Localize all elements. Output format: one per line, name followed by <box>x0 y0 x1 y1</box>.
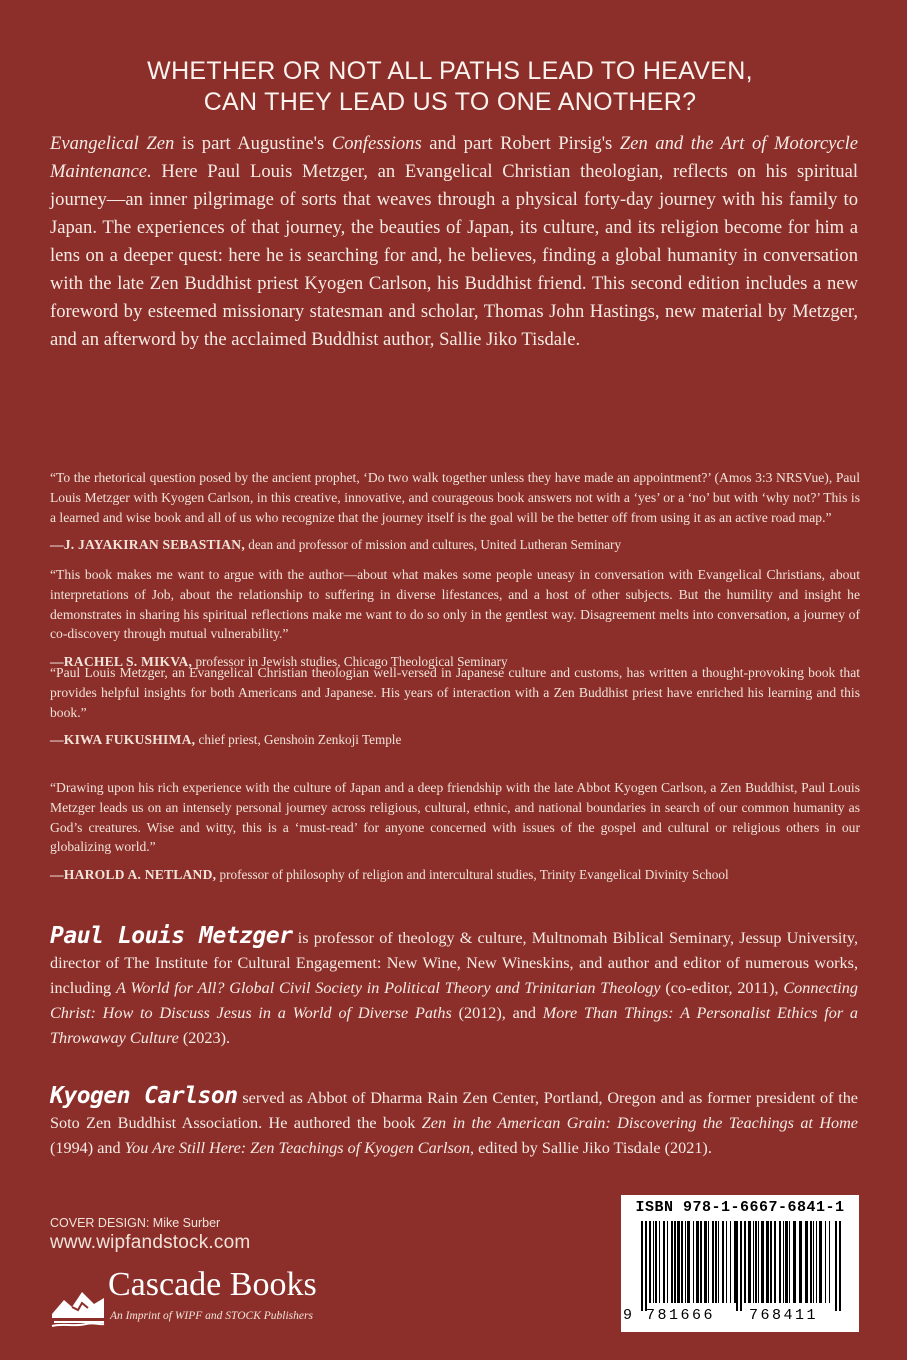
barcode-bar <box>755 1221 757 1303</box>
barcode-bar <box>693 1221 694 1303</box>
endorsement-quote: “To the rhetorical question posed by the ancient prophet, ‘Do two walk together unless they have made an appointment?’ (Amos 3:3 NRSVue), Paul Louis Metzger with Kyogen Carlson, in this creative, innovative, and courageous book answers not with a ‘yes’ or a ‘no’ but with ‘why not?’ This is a learned and wise book and all of us who recognize that the journey itself is the goal will be the better off from using it as an active road map.” <box>50 470 860 525</box>
barcode-bar <box>761 1221 764 1303</box>
barcode-bar <box>740 1221 742 1311</box>
barcode-bar <box>712 1221 714 1303</box>
barcode-bar <box>783 1221 784 1303</box>
endorser-title: professor of philosophy of religion and intercultural studies, Trinity Evangelical Divinity School <box>216 867 729 883</box>
bio-text: served as Abbot of Dharma Rain Zen Center, Portland, Oregon and as former president of the Soto Zen Buddhist Association. He authored the book <box>50 1089 858 1132</box>
barcode-bar <box>730 1221 731 1303</box>
work-title: Connecting Christ: How to Discuss Jesus in a World of Diverse Paths <box>50 979 858 1022</box>
author-name-metzger: Paul Louis Metzger <box>50 923 293 949</box>
barcode-bar <box>700 1221 702 1303</box>
work-title: A World for All? Global Civil Society in Political Theory and Trinitarian Theology <box>115 979 661 997</box>
barcode-bar <box>766 1221 769 1303</box>
publisher-website: www.wipfandstock.com <box>50 1232 251 1253</box>
endorser-name: —HAROLD A. NETLAND, <box>50 867 217 883</box>
endorser-name: —RACHEL S. MIKVA, <box>50 654 193 670</box>
barcode-bar <box>805 1221 808 1303</box>
barcode-bar <box>645 1221 647 1311</box>
barcode-bar <box>779 1221 781 1303</box>
bio-text: , edited by Sallie Jiko Tisdale (2021). <box>469 1139 712 1157</box>
barcode-bar <box>810 1221 812 1303</box>
barcode-bar <box>649 1221 651 1303</box>
headline <box>50 56 850 118</box>
barcode-bar <box>677 1221 680 1303</box>
barcode-bar <box>793 1221 796 1303</box>
barcode-bar <box>704 1221 707 1303</box>
endorsement-attribution <box>50 536 860 554</box>
publisher-name: Cascade Books <box>108 1266 317 1303</box>
barcode-bar <box>799 1221 802 1303</box>
barcode-bar <box>825 1221 826 1303</box>
work-title: More Than Things: A Personalist Ethics for a Throwaway Culture <box>50 1004 859 1047</box>
barcode-bar <box>770 1221 772 1303</box>
endorsement-attribution <box>50 866 860 884</box>
barcode-bar <box>736 1221 738 1311</box>
book-title: Evangelical Zen <box>50 133 175 154</box>
mountain-logo-icon <box>50 1270 106 1328</box>
author-name-carlson: Kyogen Carlson <box>50 1083 238 1109</box>
confessions-title: Confessions <box>331 133 422 154</box>
endorsement-2 <box>50 565 860 671</box>
author-bio-carlson <box>50 1084 858 1161</box>
barcode-bar <box>659 1221 660 1303</box>
blurb-text: is part Augustine's <box>174 133 332 154</box>
barcode-bar <box>816 1221 817 1303</box>
endorsement-quote: “Paul Louis Metzger, an Evangelical Christian theologian well-versed in Japanese culture and customs, has written a thought-provoking book that provides helpful insights for both Americans and Japanese. His years of interaction with a Zen Buddhist priest have enriched his learning and this book.” <box>50 665 860 720</box>
endorsement-quote: “This book makes me want to argue with the author—about what makes some people uneasy in conversation with Evangelical Christians, about interpretations of Job, about the relationship to suffering in diverse lifestances, and a host of other subjects. But the humility and insight he demonstrates in sharing his spiritual reflections make me want to do so only in the gentlest way. Disagreement melts into conversation, a journey of co-discovery through mutual vulnerability.” <box>50 567 860 642</box>
barcode-bar <box>722 1221 724 1303</box>
barcode-bar <box>641 1221 643 1311</box>
isbn-barcode <box>621 1195 859 1332</box>
barcode-left-digits: 781666 <box>646 1307 716 1324</box>
blurb-text: and part Robert Pirsig's <box>421 133 620 154</box>
barcode-bar <box>726 1221 727 1303</box>
barcode-bar <box>753 1221 754 1303</box>
headline-line-2: CAN THEY LEAD US TO ONE ANOTHER? <box>203 88 697 116</box>
barcode-bar <box>671 1221 673 1303</box>
cover-design-credit: COVER DESIGN: Mike Surber <box>50 1216 221 1230</box>
author-bio-metzger <box>50 924 858 1051</box>
barcode-bar <box>829 1221 830 1303</box>
barcode-bar <box>758 1221 759 1303</box>
barcode-bar <box>715 1221 717 1303</box>
endorsement-attribution <box>50 731 860 749</box>
credits <box>50 1216 250 1254</box>
barcode-bar <box>835 1221 837 1311</box>
work-title: You Are Still Here: Zen Teachings of Kyogen Carlson <box>124 1139 470 1157</box>
barcode-bar <box>839 1221 841 1311</box>
endorser-name: —J. JAYAKIRAN SEBASTIAN, <box>50 537 245 553</box>
bio-text: (co-editor, 2011), <box>660 979 784 997</box>
barcode-bar <box>687 1221 690 1303</box>
barcode-bar <box>708 1221 709 1303</box>
barcode-bar <box>819 1221 822 1303</box>
endorsement-quote: “Drawing upon his rich experience with the culture of Japan and a deep friendship with the late Abbot Kyogen Carlson, a Zen Buddhist, Paul Louis Metzger leads us on an intensely personal journey across religious, cultural, ethnic, and national boundaries in search of our common humanity as God’s creatures. Wise and witty, this is a ‘must-read’ for anyone concerned with issues of the gospel and cultural or religious others in our globalizing world.” <box>50 780 860 855</box>
barcode-bar <box>774 1221 776 1303</box>
barcode-bar <box>663 1221 665 1303</box>
endorsement-4 <box>50 778 860 884</box>
endorser-title: chief priest, Genshoin Zenkoji Temple <box>195 732 402 748</box>
barcode-bar <box>696 1221 699 1303</box>
bio-text: (1994) and <box>50 1139 125 1157</box>
bio-text: is professor of theology & culture, Multnomah Biblical Seminary, Jessup University, director of The Institute for Cultural Engagement: New Wine, New Wineskins, and author and editor of numerous works, including <box>50 929 858 997</box>
book-description <box>50 130 858 354</box>
barcode-bar <box>734 1221 736 1303</box>
barcode-bar <box>655 1221 657 1303</box>
barcode-bar <box>667 1221 668 1303</box>
publisher-logo <box>50 1266 380 1330</box>
bio-text: (2012), and <box>451 1004 543 1022</box>
endorser-title: dean and professor of mission and cultures, United Lutheran Seminary <box>244 537 622 553</box>
blurb-text: Here Paul Louis Metzger, an Evangelical Christian theologian, reflects on his spiritual journey—an inner pilgrimage of sorts that weaves through a physical forty-day journey with his family to Japan. The experiences of that journey, the beauties of Japan, its culture, and its religion become for him a lens on a deeper quest: here he is searching for and, he believes, finding a global humanity in conversation with the late Zen Buddhist priest Kyogen Carlson, his Buddhist friend. This second edition includes a new foreword by esteemed missionary statesman and scholar, Thomas John Hastings, new material by Metzger, and an afterword by the acclaimed Buddhist author, Sallie Jiko Tisdale. <box>50 161 858 350</box>
barcode-bars <box>633 1221 847 1313</box>
headline-line-1: WHETHER OR NOT ALL PATHS LEAD TO HEAVEN, <box>147 57 753 85</box>
endorser-name: —KIWA FUKUSHIMA, <box>50 732 196 748</box>
barcode-bar <box>674 1221 676 1303</box>
work-title: Zen in the American Grain: Discovering the Teachings at Home <box>421 1114 858 1132</box>
endorser-title: professor in Jewish studies, Chicago Theological Seminary <box>192 654 508 670</box>
bio-text: (2023). <box>178 1029 231 1047</box>
barcode-bar <box>785 1221 788 1303</box>
barcode-right-digits: 768411 <box>749 1307 819 1324</box>
barcode-first-digit: 9 <box>623 1307 633 1324</box>
publisher-imprint: An Imprint of WIPF and STOCK Publishers <box>110 1310 313 1322</box>
isbn-number: ISBN 978-1-6667-6841-1 <box>635 1199 845 1216</box>
barcode-bar <box>748 1221 751 1303</box>
barcode-bar <box>813 1221 814 1303</box>
barcode-bar <box>685 1221 686 1303</box>
barcode-bar <box>653 1221 654 1303</box>
zen-motorcycle-title: Zen and the Art of Motorcycle Maintenance. <box>50 133 858 182</box>
endorsement-1 <box>50 468 860 554</box>
barcode-bar <box>744 1221 746 1303</box>
barcode-bar <box>681 1221 683 1303</box>
barcode-bar <box>789 1221 790 1303</box>
endorsement-3 <box>50 663 860 749</box>
barcode-bar <box>718 1221 719 1303</box>
